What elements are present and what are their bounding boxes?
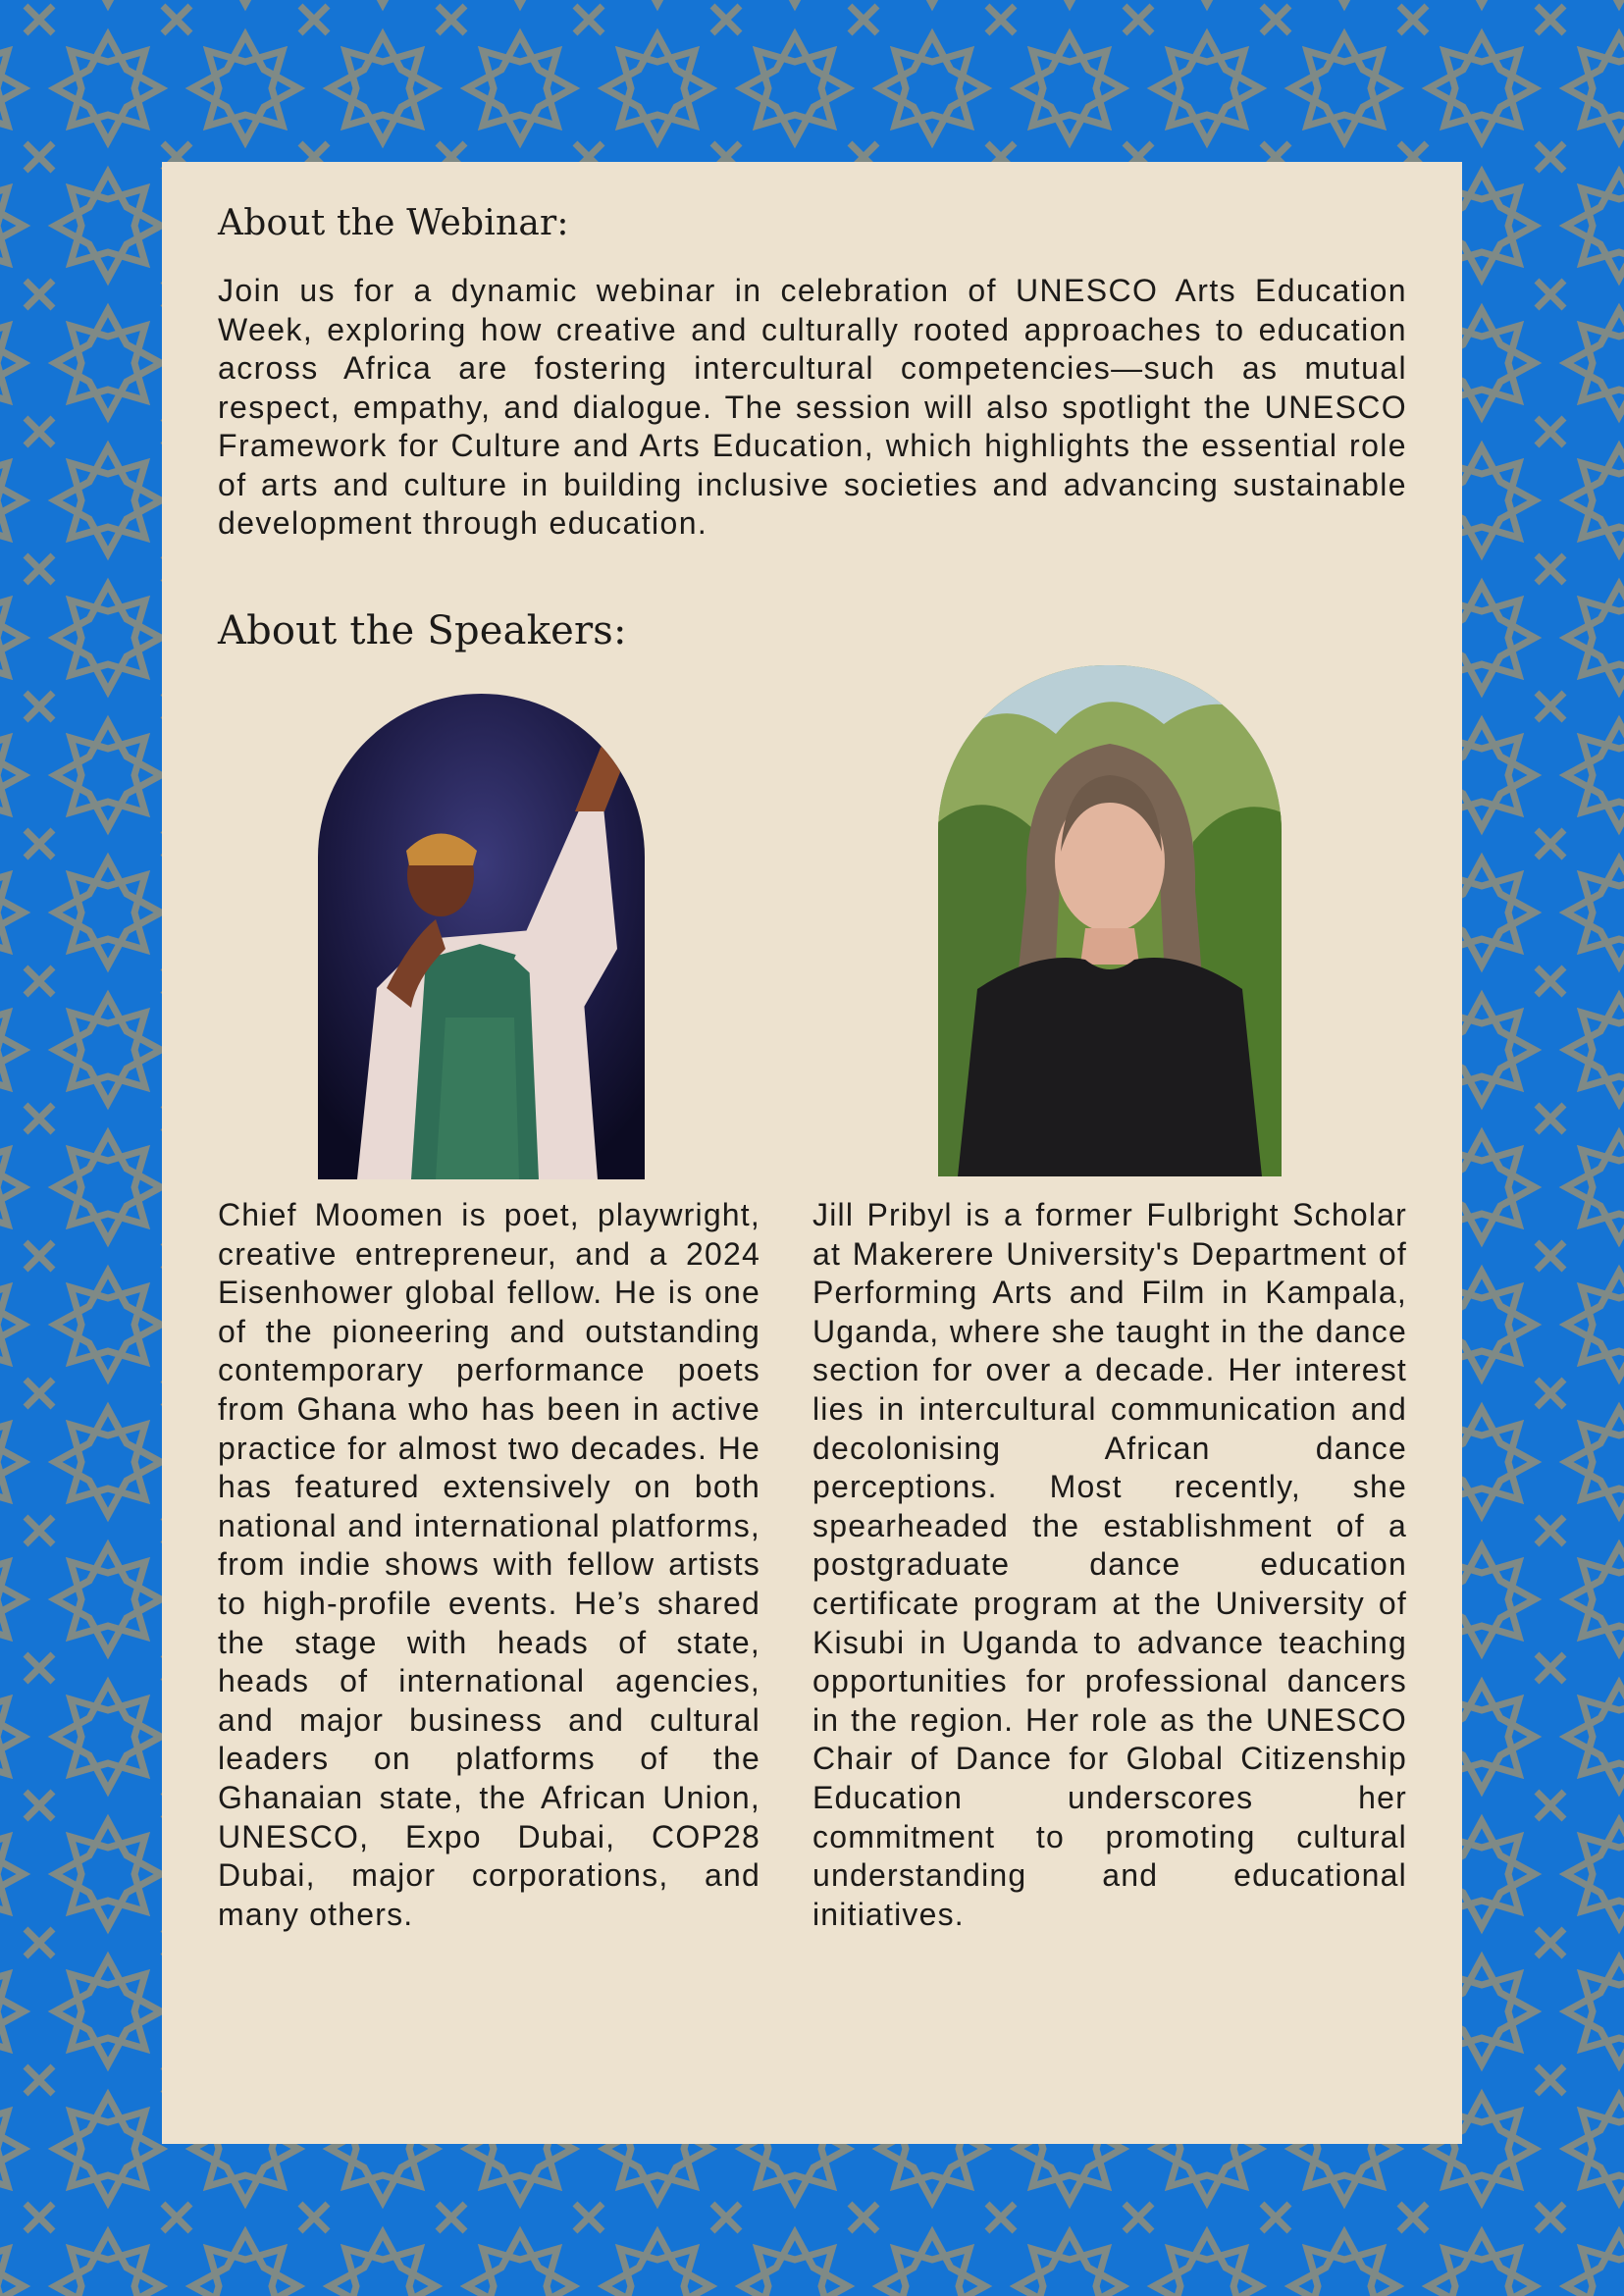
speaker-bio-chief-moomen: Chief Moomen is poet, playwright, creative entrepreneur, and a 2024 Eisenhower global fellow. He is one of the pioneering and outstanding contemporary performance poets from Ghana who has been in active practice for almost two decades. He has featured extensively on both national and international platforms, from indie shows with fellow artists to high-profile events. He’s shared the stage with heads of state, heads of international agencies, and major business and cultural leaders on platforms of the Ghanaian state, the African Union, UNESCO, Expo Dubai, COP28 Dubai, major corporations, and many others. xyxy=(218,1197,760,1932)
speakers-heading: About the Speakers: xyxy=(218,608,627,653)
content-card xyxy=(162,162,1462,2144)
performer-photo-icon xyxy=(318,694,645,1179)
speaker-bio-jill-pribyl: Jill Pribyl is a former Fulbright Scholar at Makerere University's Department of Performing Arts and Film in Kampala, Uganda, where she taught in the dance section for over a decade. Her interest lies in intercultural communication and decolonising African dance perceptions. Most recently, she spearheaded the establishment of a postgraduate dance education certificate program at the University of Kisubi in Uganda to advance teaching opportunities for professional dancers in the region. Her role as the UNESCO Chair of Dance for Global Citizenship Education underscores her commitment to promoting cultural understanding and educational initiatives. xyxy=(812,1197,1407,1932)
portrait-photo-icon xyxy=(938,665,1282,1176)
webinar-description: Join us for a dynamic webinar in celebration of UNESCO Arts Education Week, exploring how creative and culturally rooted approaches to education across Africa are fostering intercultural competencies—such as mutual respect, empathy, and dialogue. The session will also spotlight the UNESCO Framework for Culture and Arts Education, which highlights the essential role of arts and culture in building inclusive societies and advancing sustainable development through education. xyxy=(218,273,1407,541)
webinar-heading: About the Webinar: xyxy=(218,203,569,243)
